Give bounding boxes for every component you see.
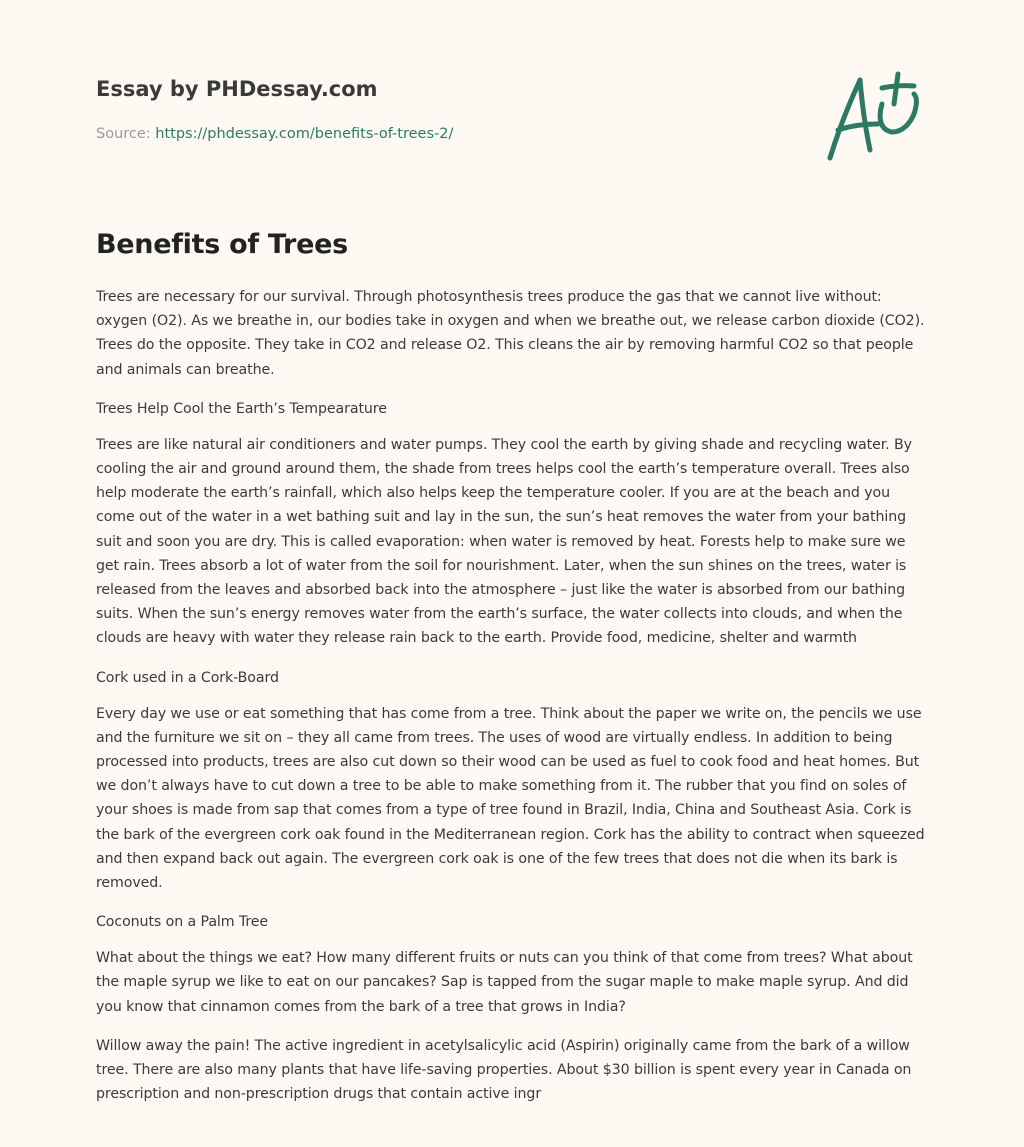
source-label: Source: bbox=[96, 126, 156, 142]
essay-paragraph: Every day we use or eat something that has come from a tree. Think about the paper we write on, the pencils we use and the furniture we sit on – they all came from trees. The uses of wood are virtually endless. In addition to being processed into products, trees are also cut down so their wood can be used as fuel to cook food and heat homes. But we don’t always have to cut down a tree to be able to make something from it. The rubber that you find on soles of your shoes is made from sap that comes from a type of tree found in Brazil, India, China and Southeast Asia. Cork is the bark of the evergreen cork oak found in the Mediterranean region. Cork has the ability to contract when squeezed and then expand back out again. The evergreen cork oak is one of the few trees that does not die when its bark is removed. bbox=[96, 705, 925, 892]
section-heading: Coconuts on a Palm Tree bbox=[96, 914, 269, 931]
essay-paragraph: What about the things we eat? How many different fruits or nuts can you think of that come from trees? What about the maple syrup we like to eat on our pancakes? Sap is tapped from the sugar maple to make maple syrup. And did you know that cinnamon comes from the bark of a tree that grows in India? bbox=[96, 950, 913, 1015]
source-link[interactable]: https://phdessay.com/benefits-of-trees-2/ bbox=[155, 126, 454, 142]
essay-paragraph: Trees are like natural air conditioners and water pumps. They cool the earth by giving shade and recycling water. By cooling the air and ground around them, the shade from trees helps cool the earth’s temperature overall. Trees also help moderate the earth’s rainfall, which also helps keep the temperature cooler. If you are at the beach and you come out of the water in a wet bathing suit and lay in the sun, the sun’s heat removes the water from your bathing suit and soon you are dry. This is called evaporation: when water is removed by heat. Forests help to make sure we get rain. Trees absorb a lot of water from the soil for nourishment. Later, when the sun shines on the trees, water is released from the leaves and absorbed back into the atmosphere – just like the water is absorbed from our bathing suits. When the sun’s energy removes water from the earth’s surface, the water collects into clouds, and when the clouds are heavy with water they release rain back to the earth. Provide food, medicine, shelter and warmth bbox=[96, 436, 912, 647]
site-title: Essay by PHDessay.com bbox=[96, 77, 378, 101]
essay-paragraph: Trees are necessary for our survival. Through photosynthesis trees produce the gas that we cannot live without: oxygen (O2). As we breathe in, our bodies take in oxygen and when we breathe out, we release carbon dioxide (CO2). Trees do the opposite. They take in CO2 and release O2. This cleans the air by removing harmful CO2 so that people and animals can breathe. bbox=[96, 289, 925, 378]
section-heading: Cork used in a Cork-Board bbox=[96, 669, 279, 686]
essay-title: Benefits of Trees bbox=[96, 229, 348, 260]
essay-paragraph: Willow away the pain! The active ingredient in acetylsalicylic acid (Aspirin) originally came from the bark of a willow tree. There are also many plants that have life-saving properties. About $30 billion is spent every year in Canada on prescription and non-prescription drugs that contain active ingr bbox=[96, 1037, 912, 1103]
a-plus-grade-logo-icon bbox=[822, 68, 928, 166]
page-header bbox=[96, 74, 936, 174]
essay-content bbox=[96, 226, 931, 1121]
source-line bbox=[96, 124, 453, 144]
section-heading: Trees Help Cool the Earth’s Tempearature bbox=[96, 400, 387, 417]
